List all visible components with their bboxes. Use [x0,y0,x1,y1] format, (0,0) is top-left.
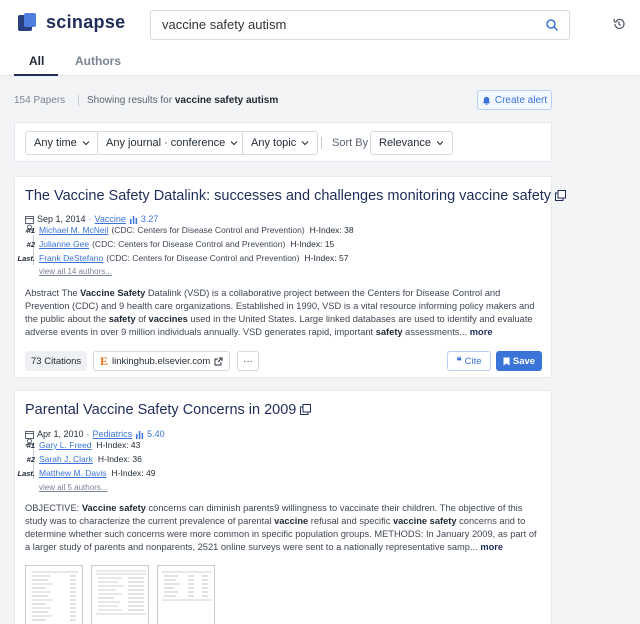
quote-icon: ❝ [456,355,462,367]
external-link-icon [214,357,223,366]
author-row: Last. Frank DeStefano (CDC: Centers for Disease Control and Prevention) H-Index: 57 [17,253,349,263]
author-name[interactable]: Julianne Gee [39,239,90,249]
more-link[interactable]: more [469,327,493,337]
paper-title[interactable]: Parental Vaccine Safety Concerns in 2009 [25,402,311,418]
calendar-icon [25,215,34,224]
figure-thumbnail[interactable] [91,565,149,624]
bar-chart-icon [135,430,144,439]
author-name[interactable]: Sarah J. Clark [39,454,93,464]
result-tabs [0,48,640,76]
create-alert-button[interactable]: Create alert [477,90,552,110]
top-bar [0,0,640,48]
citations-count[interactable]: 73 Citations [25,351,87,371]
table-figure-icon [158,566,216,624]
chevron-down-icon [301,139,309,147]
tab-authors[interactable]: Authors [75,54,121,68]
topic-filter[interactable]: Any topic [242,131,318,155]
figure-thumbnail[interactable] [157,565,215,624]
paper-abstract: OBJECTIVE: Vaccine safety concerns can diminish parents9 willingness to vaccinate their children. The objective of this study was to characterize the current prevalence of parental vaccine refusal and specific vaccine safety concerns and to determine whether such concerns were more common in specific population groups. METHODS: In January 2009, as part of a larger study of parents and nonparents, 2521 online surveys were sent to a nationally representative samp... more [25,503,537,552]
paper-title[interactable]: The Vaccine Safety Datalink: successes and challenges monitoring vaccine safety [25,188,566,204]
impact-factor: 5.40 [147,429,165,439]
chevron-down-icon [82,139,90,147]
paper-meta: Sep 1, 2014 · Vaccine 3.27 [25,214,158,224]
table-figure-icon [26,566,84,624]
author-row: #1 Michael M. McNeil (CDC: Centers for Disease Control and Prevention) H-Index: 38 [26,225,354,235]
author-row: Last. Matthew M. Davis H-Index: 49 [17,468,156,478]
cite-button[interactable]: ❝ Cite [447,351,491,371]
author-name[interactable]: Matthew M. Davis [39,468,107,478]
bell-icon [482,96,491,105]
chevron-down-icon [436,139,444,147]
figure-thumbnail[interactable] [25,565,83,624]
author-row: #2 Julianne Gee (CDC: Centers for Disease Control and Prevention) H-Index: 15 [26,239,335,249]
table-figure-icon [92,566,150,624]
author-name[interactable]: Frank DeStefano [39,253,104,263]
search-input[interactable] [162,17,522,32]
sort-by-label: Sort By [321,137,368,149]
view-all-authors-link[interactable]: view all 5 authors... [39,483,108,492]
logo-text: scinapse [46,12,126,32]
showing-results-text: Showing results for vaccine safety autism [78,95,278,106]
source-link[interactable]: E linkinghub.elsevier.com [93,351,230,371]
time-filter[interactable]: Any time [25,131,99,155]
history-icon[interactable] [612,17,626,31]
paper-actions [25,351,543,371]
author-row: #2 Sarah J. Clark H-Index: 36 [26,454,142,464]
paper-card [14,176,552,378]
author-name[interactable]: Michael M. McNeil [39,225,109,235]
query-text: vaccine safety autism [174,95,279,106]
view-all-authors-link[interactable]: view all 14 authors... [39,267,112,276]
logo[interactable] [18,12,125,33]
elsevier-logo-icon: E [100,353,109,368]
paper-date: Apr 1, 2010 [37,429,84,439]
logo-icon [18,13,38,33]
paper-abstract: Abstract The Vaccine Safety Datalink (VSD) is a collaborative project between the Centers for Disease Control and Prevention (CDC) and 9 health care organizations. Established in 1990, VSD is a vital resource informing policy makers and the public about the safety of vaccines used in the United States. Large linked databases are used to identify and evaluate adverse events in over 9 million individuals annually. VSD generates rapid, important safety assessments... more [25,288,535,337]
search-icon[interactable] [545,18,559,32]
paper-journal[interactable]: Vaccine [94,214,126,224]
journal-filter[interactable]: Any journal · conference [97,131,247,155]
impact-factor: 3.27 [140,214,159,224]
bar-chart-icon [129,215,138,224]
filter-bar [14,122,552,162]
search-box[interactable] [150,10,570,40]
chevron-down-icon [230,139,238,147]
author-row: #1 Gary L. Freed H-Index: 43 [26,440,141,450]
more-options-button[interactable]: ··· [237,351,259,371]
open-new-window-icon[interactable] [555,190,566,201]
result-count: 154 Papers [14,95,66,106]
tab-all[interactable]: All [29,54,45,68]
more-link[interactable]: more [480,542,504,552]
paper-date: Sep 1, 2014 [37,214,86,224]
open-new-window-icon[interactable] [300,404,311,415]
paper-meta: Apr 1, 2010 · Pediatrics 5.40 [25,429,165,439]
active-tab-indicator [14,74,58,76]
paper-journal[interactable]: Pediatrics [92,429,133,439]
paper-card [14,390,552,624]
author-name[interactable]: Gary L. Freed [39,440,92,450]
save-button[interactable]: Save [496,351,542,371]
sort-dropdown[interactable]: Relevance [370,131,453,155]
bookmark-icon [503,357,510,366]
